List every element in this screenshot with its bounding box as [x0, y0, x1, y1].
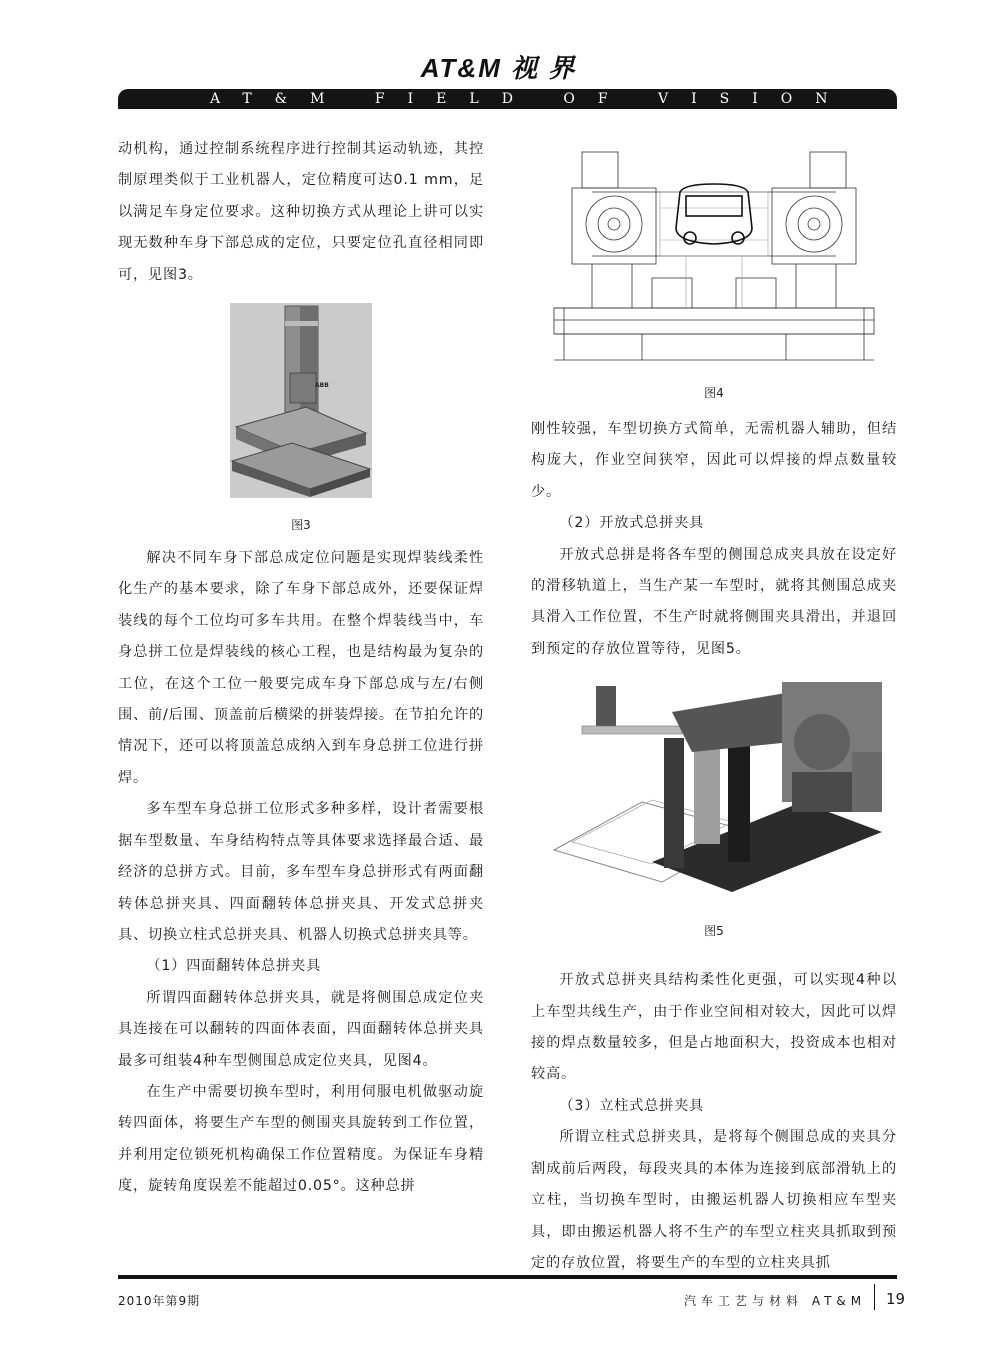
page-number: 19 [886, 1290, 906, 1308]
figure-3-caption: 图3 [291, 518, 311, 532]
figure-4-caption: 图4 [704, 386, 724, 400]
figure-4-image [552, 148, 876, 364]
footer-separator [874, 1284, 875, 1310]
right-subheading-2: （2）开放式总拼夹具 [559, 515, 705, 532]
left-column [118, 134, 484, 1203]
left-paragraph-2: 解决不同车身下部总成定位问题是实现焊装线柔性化生产的基本要求，除了车身下部总成外，还要保证焊装线的每个工位均可多车共用。在整个焊装线当中，车身总拼工位是焊装线的核心工程，也是结构最为复杂的工位，在这个工位一般要完成车身下部总成与左/右侧围、前/后围、顶盖前后横梁的拼装焊接。在节拍允许的情况下，还可以将顶盖总成纳入到车身总拼工位进行拼焊。 [118, 550, 484, 786]
right-paragraph-1: 刚性较强，车型切换方式简单，无需机器人辅助，但结构庞大，作业空间狭窄，因此可以焊接的焊点数量较少。 [531, 421, 897, 500]
left-paragraph-3: 多车型车身总拼工位形式多种多样，设计者需要根据车型数量、车身结构特点等具体要求选择最合适、最经济的总拼方式。目前，多车型车身总拼形式有两面翻转体总拼夹具、四面翻转体总拼夹具、开发式总拼夹具、切换立柱式总拼夹具、机器人切换式总拼夹具等。 [118, 801, 484, 943]
positioner-drawing [230, 303, 372, 498]
figure-5-image [552, 682, 882, 900]
journal-name: 汽车工艺与材料 AT&M [684, 1294, 867, 1308]
abb-logo: ABB [315, 382, 329, 389]
left-paragraph-4: 所谓四面翻转体总拼夹具，就是将侧围总成定位夹具连接在可以翻转的四面体表面，四面翻转体总拼夹具最多可组装4种车型侧围总成定位夹具，见图4。 [118, 989, 484, 1069]
right-paragraph-2: 开放式总拼是将各车型的侧围总成夹具放在设定好的滑移轨道上，当生产某一车型时，就将其侧围总成夹具滑入工作位置，不生产时就将侧围夹具滑出，并退回到预定的存放位置等待，见图5。 [531, 546, 897, 657]
right-paragraph-4: 所谓立柱式总拼夹具，是将每个侧围总成的夹具分割成前后两段，每段夹具的本体为连接到底部滑轨上的立柱，当切换车型时，由搬运机器人切换相应车型夹具，即由搬运机器人将不生产的车型立柱夹具抓取到预定的存放位置，将要生产的车型的立柱夹具抓 [531, 1129, 897, 1271]
footer-rule [118, 1275, 897, 1279]
figure-3-image [230, 303, 372, 498]
journal-header-title: AT&M 视 界 [420, 53, 577, 83]
issue-label: 2010年第9期 [118, 1294, 201, 1308]
framing-station-drawing [552, 148, 876, 364]
left-paragraph-5: 在生产中需要切换车型时，利用伺服电机做驱动旋转四面体，将要生产车型的侧围夹具旋转到工作位置，并利用定位锁死机构确保工作位置精度。为保证车身精度，旋转角度误差不能超过0.05°。这种总拼 [118, 1083, 484, 1195]
right-paragraph-3: 开放式总拼夹具结构柔性化更强，可以实现4种以上车型共线生产，由于作业空间相对较大，因此可以焊接的焊点数量较多，但是占地面积大，投资成本也相对较高。 [531, 972, 897, 1083]
header-band: AT&M FIELD OF VISION [118, 89, 897, 109]
right-subheading-3: （3）立柱式总拼夹具 [559, 1097, 705, 1114]
left-paragraph-1: 动机构，通过控制系统程序进行控制其运动轨迹，其控制原理类似于工业机器人，定位精度可达0.1 mm，足以满足车身定位要求。这种切换方式从理论上讲可以实现无数种车身下部总成的定位，只要定位孔直径相同即可，见图3。 [118, 141, 484, 283]
left-subheading-1: （1）四面翻转体总拼夹具 [146, 958, 322, 975]
open-framing-render [552, 682, 882, 900]
figure-5-caption: 图5 [704, 924, 724, 938]
